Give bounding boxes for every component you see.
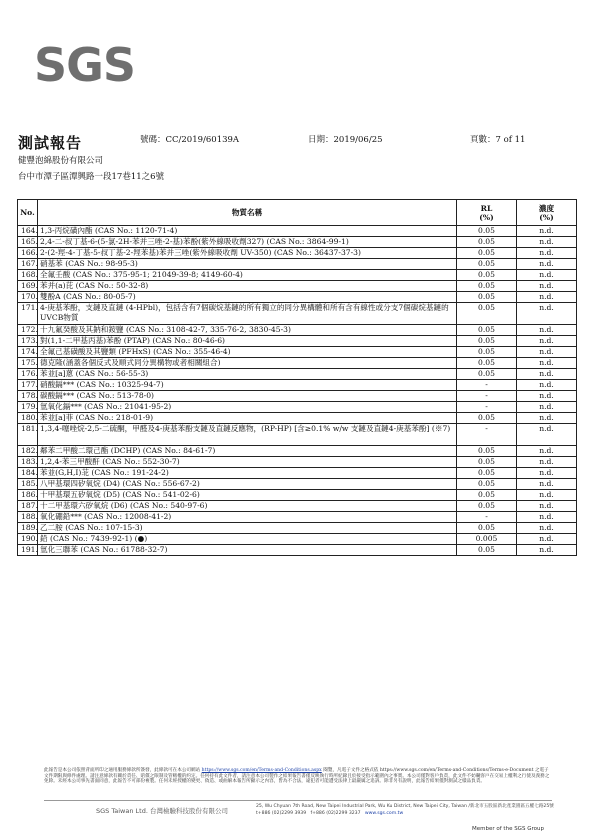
header-concentration: 濃度 (%) <box>517 200 577 226</box>
row-concentration: n.d. <box>517 534 577 545</box>
row-concentration: n.d. <box>517 380 577 391</box>
footer-phone: t+886 (02)2299 3939 <box>256 811 307 816</box>
disclaimer-text-2: 閱覽，凡電子文件之格式依 https://www.sgs.com/en/Terms-and-Conditions/Terms-e-Document 之電子文件期限與條件處理。請注意條款有關於責任、賠償之限制及管轄權的約定。任何持有此文件者，請注意本公司製作之結果報告書僅反映執行時所紀錄且於接受指示範圍內之事實。本公司僅對客戶負責，此文件不妨礙客戶在交易上權利之行使及義務之免除。未經本公司事先書面同意，此報告不可部份複製。任何未經授權的變更、偽造、或曲解本報告所顯示之內容，皆為不合法，違犯者可能遭受法律上最嚴厲之追訴。除非另有說明，此報告結果僅對測試之樣品負責。 <box>44 768 550 785</box>
table-row <box>18 468 577 479</box>
table-row <box>18 336 577 347</box>
row-rl: 0.05 <box>457 292 517 303</box>
row-number: 173. <box>18 336 38 347</box>
row-rl: - <box>457 380 517 391</box>
page-number-label: 頁數： <box>470 135 496 145</box>
footer-address: 25, Wu Chyuan 7th Road, New Taipei Industrial Park, Wu Ku District, New Taipei City, Taiwan /新北市五股區新北產業園區五權七路25號 <box>256 804 554 809</box>
row-concentration: n.d. <box>517 358 577 369</box>
row-substance: 2,4-二-叔丁基-6-(5-氯-2H-苯并三唑-2-基)苯酚(紫外線吸收劑327) (CAS No.: 3864-99-1) <box>38 237 457 248</box>
row-concentration: n.d. <box>517 237 577 248</box>
row-number: 180. <box>18 413 38 424</box>
report-number-label: 號碼： <box>140 135 166 145</box>
page-number-value: 7 of 11 <box>495 135 526 145</box>
row-concentration: n.d. <box>517 292 577 303</box>
row-concentration: n.d. <box>517 424 577 446</box>
row-number: 182. <box>18 446 38 457</box>
row-substance: 乙二胺 (CAS No.: 107-15-3) <box>38 523 457 534</box>
row-number: 174. <box>18 347 38 358</box>
row-substance: 十二甲基環六矽氧烷 (D6) (CAS No.: 540-97-6) <box>38 501 457 512</box>
footer-website-link[interactable]: www.sgs.com.tw <box>364 811 404 816</box>
row-rl: 0.05 <box>457 270 517 281</box>
table-row <box>18 402 577 413</box>
page-number <box>470 133 525 145</box>
row-substance: 氫化三聯苯 (CAS No.: 61788-32-7) <box>38 545 457 556</box>
table-row <box>18 413 577 424</box>
table-body <box>18 226 577 556</box>
client-address: 台中市潭子區潭興路一段17巷11之6號 <box>18 172 165 182</box>
footer-contact <box>256 803 554 817</box>
row-concentration: n.d. <box>517 248 577 259</box>
table-row <box>18 248 577 259</box>
row-rl: 0.05 <box>457 468 517 479</box>
row-substance: 雙酚A (CAS No.: 80-05-7) <box>38 292 457 303</box>
row-substance: 2-(2-羥-4-丁基-5-叔丁基-2-羥苯基)苯并三唑(紫外線吸收劑 UV-350) (CAS No.: 36437-37-3) <box>38 248 457 259</box>
row-number: 181. <box>18 424 38 446</box>
row-rl: 0.05 <box>457 479 517 490</box>
row-substance: 十九氟癸酸及其鈉和銨鹽 (CAS No.: 3108-42-7, 335-76-2, 3830-45-3) <box>38 325 457 336</box>
row-substance: 十甲基環五矽氧烷 (D5) (CAS No.: 541-02-6) <box>38 490 457 501</box>
row-number: 190. <box>18 534 38 545</box>
row-rl: 0.05 <box>457 457 517 468</box>
footer-member: Member of the SGS Group <box>472 826 544 832</box>
table-row <box>18 523 577 534</box>
report-date-value: 2019/06/25 <box>333 135 383 145</box>
header-substance: 物質名稱 <box>38 200 457 226</box>
row-substance: 鄰苯二甲酸二環己酯 (DCHP) (CAS No.: 84-61-7) <box>38 446 457 457</box>
footer-company: SGS Taiwan Ltd. 台灣檢驗科技股份有限公司 <box>96 807 228 815</box>
report-number-value: CC/2019/60139A <box>165 135 240 145</box>
row-substance: 全氟己基磺酸及其鹽類 (PFHxS) (CAS No.: 355-46-4) <box>38 347 457 358</box>
row-concentration: n.d. <box>517 545 577 556</box>
row-concentration: n.d. <box>517 446 577 457</box>
row-substance: 硝酸鎘*** (CAS No.: 10325-94-7) <box>38 380 457 391</box>
row-concentration: n.d. <box>517 512 577 523</box>
row-substance: 苯並[a]菲 (CAS No.: 218-01-9) <box>38 413 457 424</box>
row-concentration: n.d. <box>517 501 577 512</box>
table-row <box>18 259 577 270</box>
table-row <box>18 292 577 303</box>
row-rl: 0.05 <box>457 303 517 325</box>
row-substance: 硝基苯 (CAS No.: 98-95-3) <box>38 259 457 270</box>
table-row <box>18 347 577 358</box>
footer-phones <box>256 810 554 817</box>
row-concentration: n.d. <box>517 479 577 490</box>
row-substance: 全氟壬酸 (CAS No.: 375-95-1; 21049-39-8; 4149-60-4) <box>38 270 457 281</box>
row-rl: 0.05 <box>457 490 517 501</box>
report-date <box>308 133 383 145</box>
terms-link[interactable]: https://www.sgs.com/en/Terms-and-Conditions.aspx <box>201 768 322 773</box>
row-concentration: n.d. <box>517 457 577 468</box>
row-number: 168. <box>18 270 38 281</box>
row-number: 177. <box>18 380 38 391</box>
row-rl: 0.05 <box>457 325 517 336</box>
header-no: No. <box>18 200 38 226</box>
table-row <box>18 325 577 336</box>
table-row <box>18 380 577 391</box>
substance-table <box>17 199 577 556</box>
row-number: 188. <box>18 512 38 523</box>
report-number <box>140 133 239 145</box>
row-concentration: n.d. <box>517 468 577 479</box>
table-row <box>18 303 577 325</box>
row-number: 178. <box>18 391 38 402</box>
row-substance: 鉛 (CAS No.: 7439-92-1) (●) <box>38 534 457 545</box>
row-number: 184. <box>18 468 38 479</box>
row-number: 176. <box>18 369 38 380</box>
row-substance: 1,2,4-苯三甲酸酐 (CAS No.: 552-30-7) <box>38 457 457 468</box>
table-header-row <box>18 200 577 226</box>
row-rl: 0.05 <box>457 501 517 512</box>
table-row <box>18 391 577 402</box>
report-title: 測試報告 <box>18 134 83 152</box>
row-number: 179. <box>18 402 38 413</box>
row-rl: 0.05 <box>457 446 517 457</box>
row-substance: 苯并(a)芘 (CAS No.: 50-32-8) <box>38 281 457 292</box>
row-rl: - <box>457 512 517 523</box>
row-concentration: n.d. <box>517 325 577 336</box>
table-row <box>18 424 577 446</box>
row-rl: 0.05 <box>457 545 517 556</box>
row-concentration: n.d. <box>517 413 577 424</box>
row-rl: 0.05 <box>457 358 517 369</box>
row-rl: 0.05 <box>457 347 517 358</box>
row-rl: 0.05 <box>457 281 517 292</box>
table-row <box>18 270 577 281</box>
row-concentration: n.d. <box>517 402 577 413</box>
row-rl: - <box>457 391 517 402</box>
row-number: 175. <box>18 358 38 369</box>
row-concentration: n.d. <box>517 336 577 347</box>
row-rl: 0.005 <box>457 534 517 545</box>
row-concentration: n.d. <box>517 369 577 380</box>
row-concentration: n.d. <box>517 347 577 358</box>
row-concentration: n.d. <box>517 226 577 237</box>
row-number: 165. <box>18 237 38 248</box>
table-row <box>18 237 577 248</box>
row-substance: 苯並[a]蒽 (CAS No.: 56-55-3) <box>38 369 457 380</box>
header-rl: RL (%) <box>457 200 517 226</box>
footer-fax: f+886 (02)2299 3237 <box>310 811 361 816</box>
table-row <box>18 534 577 545</box>
row-substance: 苯並(G,H,I)苝 (CAS No.: 191-24-2) <box>38 468 457 479</box>
row-substance: 氫氧化鎘*** (CAS No.: 21041-95-2) <box>38 402 457 413</box>
table-row <box>18 512 577 523</box>
row-number: 172. <box>18 325 38 336</box>
row-number: 189. <box>18 523 38 534</box>
row-number: 170. <box>18 292 38 303</box>
row-number: 187. <box>18 501 38 512</box>
row-number: 164. <box>18 226 38 237</box>
row-number: 191. <box>18 545 38 556</box>
footer-divider <box>44 800 552 801</box>
row-number: 167. <box>18 259 38 270</box>
row-substance: 對(1,1-二甲基丙基)苯酚 (PTAP) (CAS No.: 80-46-6) <box>38 336 457 347</box>
row-rl: 0.05 <box>457 226 517 237</box>
footer-disclaimer <box>44 768 552 785</box>
row-substance: 八甲基環四矽氧烷 (D4) (CAS No.: 556-67-2) <box>38 479 457 490</box>
row-rl: 0.05 <box>457 413 517 424</box>
table-row <box>18 226 577 237</box>
row-concentration: n.d. <box>517 490 577 501</box>
row-substance: 4-庚基苯酚，支鏈及直鏈 (4-HPbl)，包括含有7個碳烷基鏈的所有獨立的同分異構體和所有含有線性或分支7個碳烷基鏈的UVCB物質 <box>38 303 457 325</box>
row-rl: 0.05 <box>457 237 517 248</box>
sgs-logo-text: SGS <box>34 38 136 92</box>
row-number: 166. <box>18 248 38 259</box>
row-number: 171. <box>18 303 38 325</box>
row-rl: - <box>457 402 517 413</box>
row-substance: 德克隆(涵蓋各個反式及順式同分異構物或者相關組合) <box>38 358 457 369</box>
row-number: 183. <box>18 457 38 468</box>
row-rl: 0.05 <box>457 523 517 534</box>
row-rl: 0.05 <box>457 259 517 270</box>
table-row <box>18 479 577 490</box>
row-substance: 氧化硼鉛*** (CAS No.: 12008-41-2) <box>38 512 457 523</box>
row-substance: 1,3-丙烷磺內酯 (CAS No.: 1120-71-4) <box>38 226 457 237</box>
row-number: 185. <box>18 479 38 490</box>
client-company: 健豐泡綿股份有限公司 <box>18 156 104 166</box>
row-substance: 1,3,4-噻唑烷-2,5-二硫酮，甲醛及4-庚基苯酚支鏈及直鏈反應物，(RP-HP) [含≥0.1% w/w 支鏈及直鏈4-庚基苯酚] (※7) <box>38 424 457 446</box>
report-date-label: 日期： <box>308 135 334 145</box>
row-rl: - <box>457 424 517 446</box>
table-row <box>18 281 577 292</box>
row-number: 186. <box>18 490 38 501</box>
row-concentration: n.d. <box>517 259 577 270</box>
table-row <box>18 501 577 512</box>
row-rl: 0.05 <box>457 248 517 259</box>
table-row <box>18 545 577 556</box>
disclaimer-text-1: 此報告是本公司依照背面所印之通用服務條款所簽發，此條款可在本公司網站 <box>44 768 201 773</box>
row-concentration: n.d. <box>517 391 577 402</box>
row-concentration: n.d. <box>517 303 577 325</box>
table-row <box>18 457 577 468</box>
row-substance: 碳酸鎘*** (CAS No.: 513-78-0) <box>38 391 457 402</box>
row-concentration: n.d. <box>517 523 577 534</box>
table-row <box>18 358 577 369</box>
row-rl: 0.05 <box>457 336 517 347</box>
table-row <box>18 369 577 380</box>
row-rl: 0.05 <box>457 369 517 380</box>
table-row <box>18 446 577 457</box>
row-concentration: n.d. <box>517 270 577 281</box>
sgs-logo <box>34 38 136 98</box>
row-concentration: n.d. <box>517 281 577 292</box>
table-row <box>18 490 577 501</box>
row-number: 169. <box>18 281 38 292</box>
